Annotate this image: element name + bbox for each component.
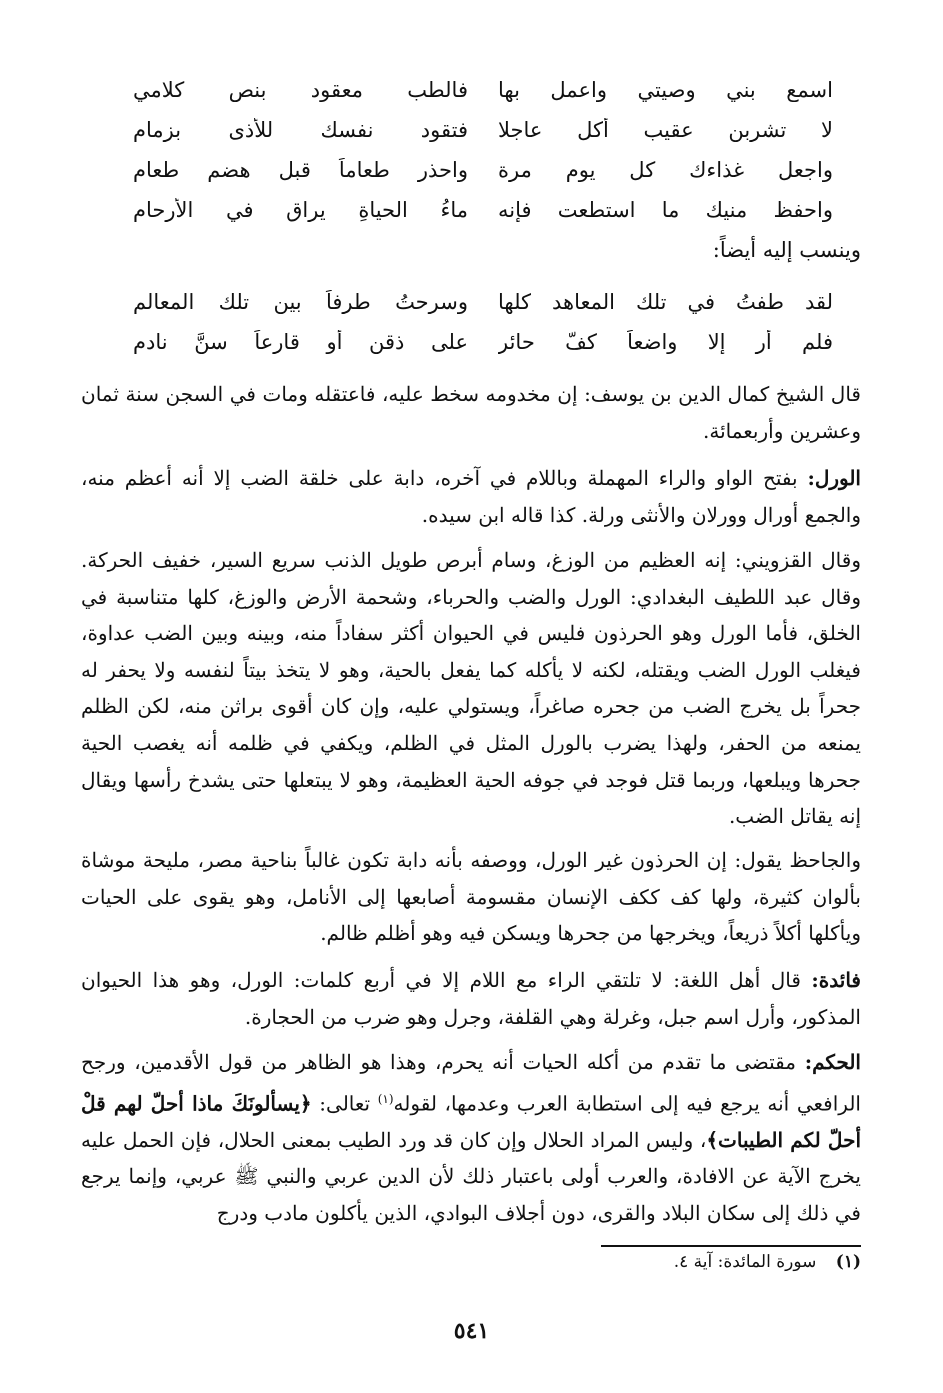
verse-second-hemistich: ماءُ الحياةِ يراق في الأرحام (133, 198, 468, 222)
paragraph-jahiz (81, 842, 861, 952)
entry-term: فائدة: (811, 968, 861, 992)
verse-second-hemistich: فالطب معقود بنص كلامي (133, 78, 468, 102)
verse-line (133, 150, 833, 190)
paragraph-waral-definition (81, 460, 861, 533)
paragraph-text (81, 460, 861, 533)
verse-second-hemistich: على ذقنٍ أو قارعاً سنَّ نادمِ (133, 330, 468, 354)
entry-body: مقتضى ما تقدم من أكله الحيات أنه يحرم، وهذا هو الظاهر من قول الأقدمين، ورجح الرافعي أنه يرجع فيه إلى استطابة العرب وعدمها، لقوله (81, 1050, 861, 1116)
page-number: ٥٤١ (453, 1318, 490, 1344)
footnote (81, 1252, 861, 1272)
verse-first-hemistich: فلم أر إلا واضعاً كفّ حائرٍ (498, 330, 833, 354)
paragraph-ruling (81, 1044, 861, 1232)
paragraph-text: والجاحظ يقول: إن الحرذون غير الورل، ووصفه بأنه دابة تكون غالباً بناحية مصر، مليحة موشاة بألوان كثيرة، ولها كف ككف الإنسان مقسومة أصابعها إلى الأنامل، وهو يقوى على الحيات ويأكلها أكلاً ذريعاً، ويخرجها من جحرها ويسكن فيه وهو أظلم ظالم. (81, 848, 861, 946)
verse-line (133, 190, 833, 230)
verse-second-hemistich: فتقود نفسك للأذى بزمام (133, 118, 468, 142)
paragraph-text: قال الشيخ كمال الدين بن يوسف: إن مخدومه سخط عليه، فاعتقله ومات في السجن سنة ثمان وعشرين وأربعمائة. (81, 382, 861, 443)
verse-first-hemistich: واجعل غذاءك كل يوم مرة (498, 158, 833, 182)
poem-two (133, 282, 833, 362)
entry-term: الحكم: (804, 1050, 861, 1074)
verse-first-hemistich: واحفظ منيك ما استطعت فإنه (498, 198, 833, 222)
verse-first-hemistich: اسمع بني وصيتي واعمل بها (498, 78, 833, 102)
verse-first-hemistich: لقد طفتُ في تلك المعاهد كلها (498, 290, 833, 314)
paragraph-text (81, 962, 861, 1035)
intro-line: وينسب إليه أيضاً: (712, 238, 861, 262)
entry-body: قال أهل اللغة: لا تلتقي الراء مع اللام إلا في أربع كلمات: الورل، وهو هذا الحيوان المذكور، وأرل اسم جبل، وغرلة وهي القلفة، وجرل وهو ضرب من الحجارة. (81, 968, 861, 1029)
paragraph-death-note (81, 376, 861, 449)
entry-body: بفتح الواو والراء المهملة وباللام في آخره، دابة على خلقة الضب إلا أنه أعظم منه، والجمع أورال وورلان والأنثى ورلة. كذا قاله ابن سيده. (81, 466, 861, 527)
poem-one (133, 70, 833, 230)
footnote-reference[interactable]: (١) (377, 1091, 394, 1106)
footnote-marker: (١) (835, 1252, 861, 1272)
entry-term: الورل: (807, 466, 861, 490)
verse-second-hemistich: واحذر طعاماً قبل هضم طعام (133, 158, 468, 182)
verse-line (133, 70, 833, 110)
paragraph-benefit (81, 962, 861, 1035)
verse-line (133, 110, 833, 150)
paragraph-text: وقال القزويني: إنه العظيم من الوزغ، وسام أبرص طويل الذنب سريع السير، خفيف الحركة. وقال عبد اللطيف البغدادي: الورل والضب والحرباء، وشحمة الأرض والوزغ، كلها متناسبة في الخلق، فأما الورل وهو الحرذون فليس في الحيوان أكثر سفاداً منه، وبينه وبين الضب عداوة، فيغلب الورل الضب ويقتله، لكنه لا يأكله كما يفعل بالحية، وهو لا يتخذ بيتاً لنفسه ولا يحفر له جحراً بل يخرج الضب من جحره صاغراً، ويستولي عليه، وإن كان أقوى براثن منه، لكن الظلم يمنعه من الحفر، ولهذا يضرب بالورل المثل في الظلم، ويكفي في ظلمه أنه يغصب الحية جحرها ويبلعها، وربما قتل فوجد في جوفه الحية العظيمة، وهو لا يبتعلها حتى يشدخ رأسها ويقال إنه يقاتل الضب. (81, 548, 861, 829)
paragraph-qazwini (81, 542, 861, 835)
footnote-text: سورة المائدة: آية ٤. (673, 1252, 817, 1272)
verse-line (133, 282, 833, 322)
quran-quote: ﴿يسألونَكَ ماذا أحلّ لهم قلْ أحلّ لكم الطيبات﴾ (81, 1091, 861, 1152)
footnote-divider (601, 1245, 861, 1247)
verse-first-hemistich: لا تشربن عقيب أكل عاجلا (498, 118, 833, 142)
entry-body: ، وليس المراد الحلال وإن كان قد ورد الطيب بمعنى الحلال، فإن الحمل عليه يخرج الآية عن الافادة، والعرب أولى باعتبار ذلك لأن الدين عربي والنبي ﷺ عربي، وإنما يرجع في ذلك إلى سكان البلاد والقرى، دون أجلاف البوادي، الذين يأكلون مادب ودرج (81, 1127, 861, 1226)
paragraph-text (81, 1044, 861, 1232)
entry-body: تعالى: (311, 1091, 378, 1116)
verse-second-hemistich: وسرحتُ طرفاً بين تلك المعالم (133, 290, 468, 314)
verse-line (133, 322, 833, 362)
